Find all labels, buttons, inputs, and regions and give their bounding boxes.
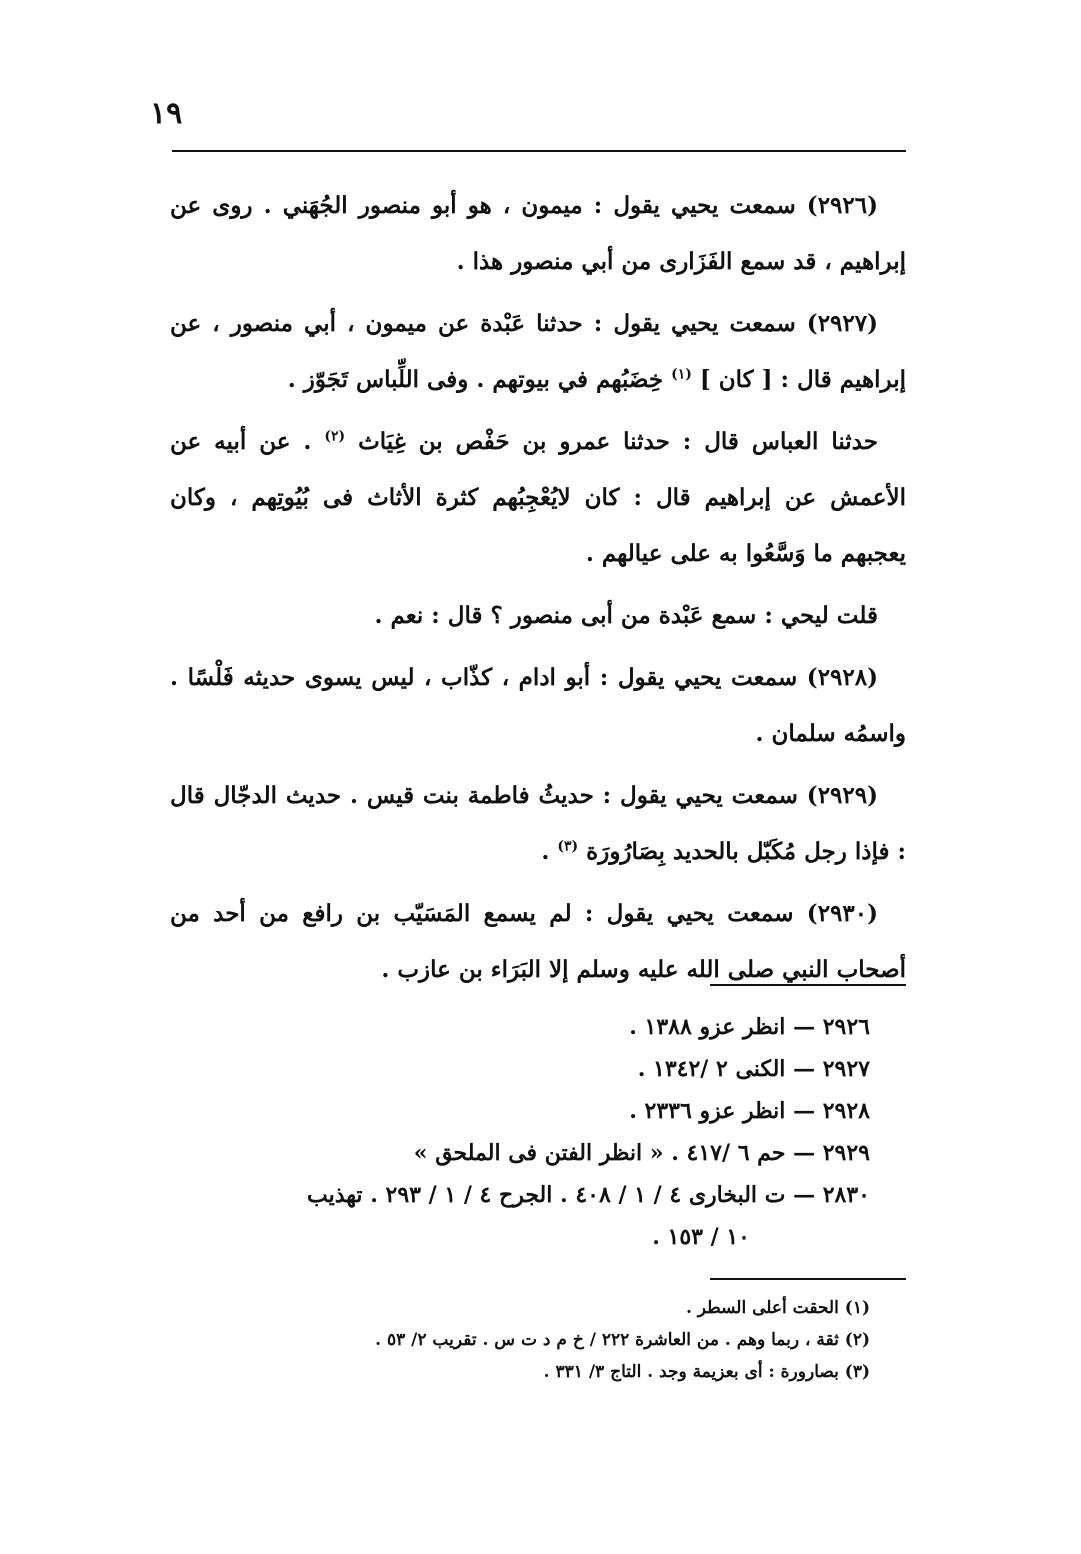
paragraph-text: قلت ليحي : سمع عَبْدة من أبى منصور ؟ قال : نعم . <box>374 602 878 629</box>
paragraph-2928 <box>170 650 906 762</box>
entry-number: (٢٩٢٧) <box>806 310 878 337</box>
footnote: (٣) بصارورة : أى بعزيمة وجد . التاج ٣/ ٣٣١ . <box>543 1362 870 1382</box>
footnote-marker: (٢) <box>324 428 346 445</box>
paragraph-text: سمعت يحيي يقول : أبو ادام ، كذّاب ، ليس يسوى حديثه فَلْسًا . واسمُه سلمان . <box>170 664 906 747</box>
paragraph-2929 <box>170 768 906 880</box>
header-rule <box>172 150 906 152</box>
paragraph-text: سمعت يحيي يقول : حديثُ فاطمة بنت قيس . حديث الدجّال قال : فإذا رجل مُكَبّل بالحديد بِصَارُورَة <box>170 782 906 865</box>
reference-line: ١٠ / ١٥٣ . <box>652 1224 750 1250</box>
paragraph-2927 <box>170 296 906 408</box>
reference-line: ٢٨٣٠ — ت البخارى ٤ / ١ / ٤٠٨ . الجرح ٤ / ١ / ٢٩٣ . تهذيب <box>307 1182 870 1208</box>
footnote-marker: (٣) <box>557 838 579 855</box>
main-text <box>170 178 906 1004</box>
paragraph-text: . عن أبيه عن الأعمش عن إبراهيم قال : كان لايُعْجِبُهم كثرة الأثاث فى بُيُوتِهم ، وكان يعجبهم ما وَسَّعُوا به على عيالهم . <box>170 428 906 567</box>
paragraph-text: حدثنا العباس قال : حدثنا عمرو بن حَفْص بن غِيَاث <box>358 428 878 455</box>
paragraph-2926 <box>170 178 906 290</box>
footnote: (٢) ثقة ، ربما وهم . من العاشرة ٢٢٢ / خ م د ت س . تقريب ٢/ ٥٣ . <box>375 1330 870 1350</box>
entry-number: (٢٩٢٩) <box>806 782 878 809</box>
paragraph-text: . <box>541 838 558 865</box>
paragraph-question <box>170 588 906 644</box>
references-block <box>170 1006 870 1258</box>
paragraph-text: سمعت يحيي يقول : لم يسمع المَسَيّب بن رافع من أحد من أصحاب النبي صلى الله عليه وسلم إلا البَرَاء بن عازب . <box>170 900 906 983</box>
entry-number: (٢٩٢٦) <box>806 192 878 219</box>
paragraph-2930 <box>170 886 906 998</box>
footnote: (١) الحقت أعلى السطر . <box>685 1298 870 1318</box>
paragraph-abbas <box>170 414 906 582</box>
reference-line: ٢٩٢٩ — حم ٦ /٤١٧ . « انظر الفتن فى الملحق » <box>413 1140 870 1166</box>
paragraph-text: سمعت يحيي يقول : حدثنا عَبْدة عن ميمون ، أبي منصور ، عن إبراهيم قال : [ كان ] <box>170 310 906 393</box>
footnotes-rule <box>710 1278 906 1280</box>
paragraph-text: سمعت يحيي يقول : ميمون ، هو أبو منصور الجُهَني . روى عن إبراهيم ، قد سمع الفَزَارى من أبي منصور هذا . <box>170 192 906 275</box>
reference-line: ٢٩٢٨ — انظر عزو ٢٣٣٦ . <box>629 1098 870 1124</box>
entry-number: (٢٩٣٠) <box>806 900 878 927</box>
page-number: ١٩ <box>150 96 183 131</box>
footnotes-block <box>170 1292 870 1388</box>
paragraph-text: خِضَبُهم في بيوتهم . وفى اللِّباس تَجَوّز . <box>287 366 672 393</box>
footnote-marker: (١) <box>671 366 692 383</box>
entry-number: (٢٩٢٨) <box>806 664 878 691</box>
reference-line: ٢٩٢٦ — انظر عزو ١٣٨٨ . <box>629 1014 870 1040</box>
reference-line: ٢٩٢٧ — الكنى ٢ /١٣٤٢ . <box>637 1056 870 1082</box>
references-rule <box>710 984 906 986</box>
